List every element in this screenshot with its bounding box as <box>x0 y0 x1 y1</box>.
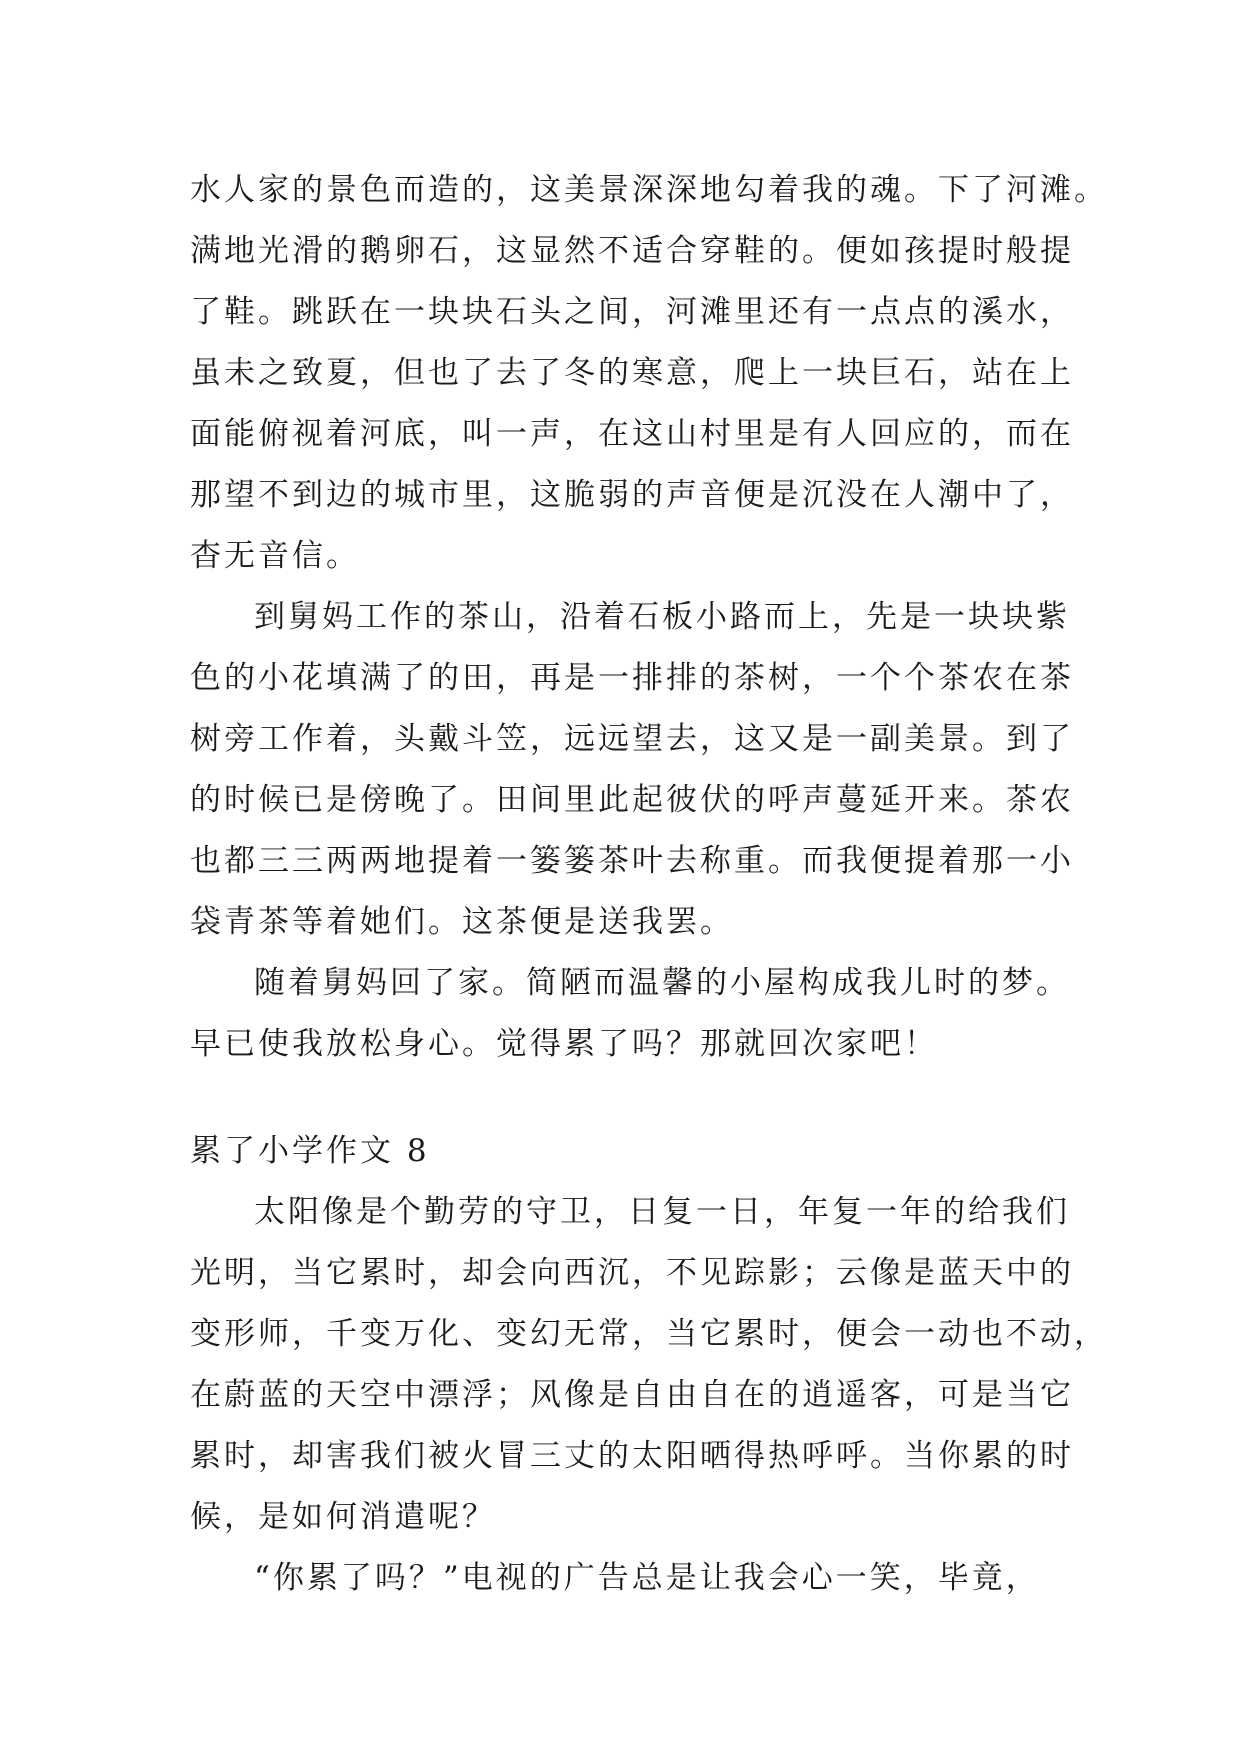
text-line: 早已使我放松身心。觉得累了吗？那就回次家吧！ <box>190 1026 938 1062</box>
text-line: 水人家的景色而造的，这美景深深地勾着我的魂。下了河滩。 <box>190 172 1108 208</box>
text-line: 面能俯视着河底，叫一声，在这山村里是有人回应的，而在 <box>190 416 1074 452</box>
text-line: 光明，当它累时，却会向西沉，不见踪影；云像是蓝天中的 <box>190 1255 1074 1291</box>
text-line: 那望不到边的城市里，这脆弱的声音便是沉没在人潮中了， <box>190 477 1074 513</box>
text-line: 色的小花填满了的田，再是一排排的茶树，一个个茶农在茶 <box>190 660 1074 696</box>
text-line: 袋青茶等着她们。这茶便是送我罢。 <box>190 904 734 940</box>
text-line: 在蔚蓝的天空中漂浮；风像是自由自在的逍遥客，可是当它 <box>190 1377 1074 1413</box>
text-line: 累时，却害我们被火冒三丈的太阳晒得热呼呼。当你累的时 <box>190 1438 1074 1474</box>
text-line: 了鞋。跳跃在一块块石头之间，河滩里还有一点点的溪水， <box>190 294 1074 330</box>
text-line: 候，是如何消遣呢？ <box>190 1499 496 1535</box>
text-line: 的时候已是傍晚了。田间里此起彼伏的呼声蔓延开来。茶农 <box>190 782 1074 818</box>
section-paragraph-1 <box>190 1182 1108 1548</box>
text-line: 随着舅妈回了家。简陋而温馨的小屋构成我儿时的梦。 <box>254 965 1070 1001</box>
text-line: 太阳像是个勤劳的守卫，日复一日，年复一年的给我们 <box>254 1194 1070 1230</box>
text-line: 杳无音信。 <box>190 538 360 574</box>
text-line: 树旁工作着，头戴斗笠，远远望去，这又是一副美景。到了 <box>190 721 1074 757</box>
section-paragraph-2 <box>190 1548 1070 1609</box>
section-title: 累了小学作文 8 <box>190 1133 430 1169</box>
text-line: 变形师，千变万化、变幻无常，当它累时，便会一动也不动， <box>190 1316 1108 1352</box>
text-line: 虽未之致夏，但也了去了冬的寒意，爬上一块巨石，站在上 <box>190 355 1074 391</box>
document-body <box>190 160 1108 1609</box>
text-line: 也都三三两两地提着一篓篓茶叶去称重。而我便提着那一小 <box>190 843 1074 879</box>
text-line: “你累了吗？”电视的广告总是让我会心一笑，毕竟， <box>254 1560 1040 1596</box>
text-line: 满地光滑的鹅卵石，这显然不适合穿鞋的。便如孩提时般提 <box>190 233 1074 269</box>
paragraph-2 <box>190 587 1074 953</box>
section-gap <box>190 1075 1070 1121</box>
paragraph-1 <box>190 160 1108 587</box>
paragraph-3 <box>190 953 1070 1075</box>
text-line: 到舅妈工作的茶山，沿着石板小路而上，先是一块块紫 <box>254 599 1070 635</box>
